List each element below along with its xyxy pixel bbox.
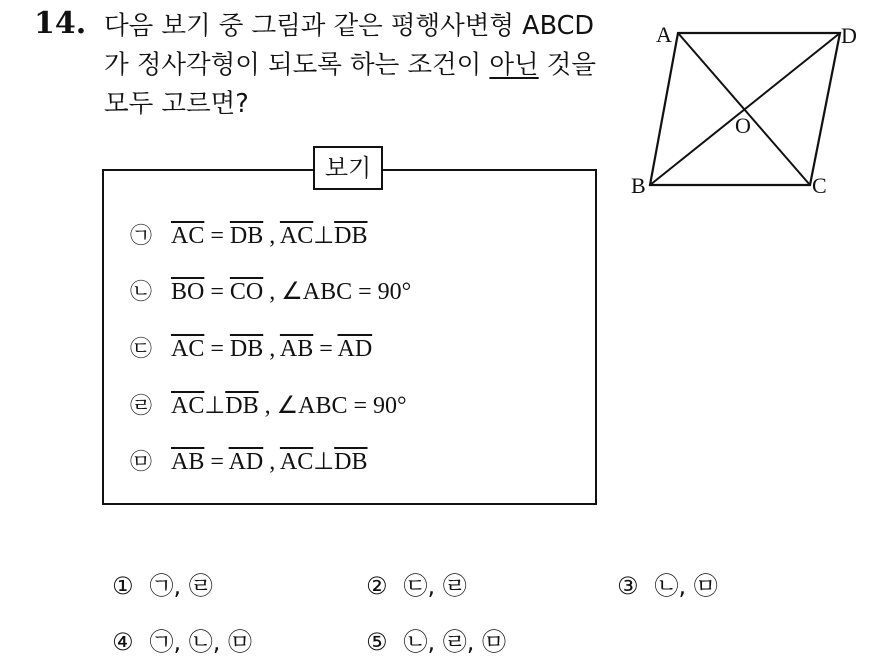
choice-5[interactable] — [366, 622, 506, 657]
choice-3[interactable] — [617, 566, 718, 601]
choice-2-text: ㉢, ㉣ — [403, 572, 467, 600]
choice-2-number: ② — [366, 572, 388, 600]
choice-1[interactable] — [112, 566, 213, 601]
relation: = — [313, 336, 338, 362]
question-number: 14. — [34, 6, 87, 41]
relation: = — [204, 223, 230, 249]
segment: $\overline{DB}$ — [334, 223, 368, 249]
separator: , — [263, 336, 280, 362]
vertex-label-b: B — [631, 173, 646, 198]
relation: ⊥ — [204, 393, 226, 419]
question-line-3: 모두 고르면? — [104, 89, 249, 119]
choice-4-text: ㉠, ㉡, ㉤ — [149, 628, 253, 656]
choice-1-number: ① — [112, 572, 134, 600]
choice-5-text: ㉡, ㉣, ㉤ — [403, 628, 507, 656]
segment: $\overline{AC}$ — [171, 393, 205, 419]
choice-1-text: ㉠, ㉣ — [149, 572, 213, 600]
segment: $\overline{AB}$ — [279, 336, 314, 362]
segment: $\overline{DB}$ — [225, 393, 259, 419]
choice-2[interactable] — [366, 566, 467, 601]
question-line-1: 다음 보기 중 그림과 같은 평행사변형 ABCD — [104, 11, 595, 41]
separator: , — [263, 449, 280, 475]
relation: = — [204, 336, 230, 362]
segment: $\overline{DB}$ — [334, 449, 368, 475]
condition-3 — [130, 333, 372, 365]
choice-5-number: ⑤ — [366, 628, 388, 656]
angle-condition: ∠ABC = 90° — [276, 393, 407, 419]
condition-4-mark: ㉣ — [130, 394, 153, 419]
segment: $\overline{BO}$ — [171, 279, 205, 305]
separator: , — [258, 393, 277, 419]
choice-3-number: ③ — [617, 572, 639, 600]
condition-1-mark: ㉠ — [130, 224, 153, 249]
relation: = — [204, 279, 230, 305]
condition-3-mark: ㉢ — [130, 337, 153, 362]
vertex-label-d: D — [841, 23, 857, 48]
segment: $\overline{CO}$ — [229, 279, 264, 305]
separator: , — [263, 223, 280, 249]
parallelogram-svg — [620, 10, 870, 200]
underlined-word: 아닌 — [489, 50, 539, 80]
parallelogram-figure — [620, 10, 870, 200]
segment: $\overline{AC}$ — [279, 223, 314, 249]
question-line-2-start: 가 정사각형이 되도록 하는 조건이 — [104, 50, 490, 80]
segment: $\overline{AD}$ — [228, 449, 264, 475]
question-line-2-end: 것을 — [538, 50, 597, 80]
examples-box-title: 보기 — [313, 146, 383, 190]
separator: , — [263, 279, 282, 305]
vertex-label-a: A — [656, 22, 672, 47]
choice-4-number: ④ — [112, 628, 134, 656]
condition-5-mark: ㉤ — [130, 450, 153, 475]
angle-condition: ∠ABC = 90° — [281, 279, 412, 305]
relation: = — [204, 449, 229, 475]
segment: $\overline{AC}$ — [171, 336, 205, 362]
relation: ⊥ — [313, 449, 335, 475]
choice-3-text: ㉡, ㉤ — [654, 572, 718, 600]
condition-2-mark: ㉡ — [130, 280, 153, 305]
segment: $\overline{AB}$ — [171, 449, 205, 475]
condition-4 — [130, 390, 407, 422]
center-label-o: O — [735, 113, 751, 138]
vertex-label-c: C — [812, 173, 827, 198]
question-text — [104, 7, 624, 124]
choice-4[interactable] — [112, 622, 252, 657]
question-line-2 — [104, 46, 624, 85]
segment: $\overline{AC}$ — [279, 449, 314, 475]
condition-2 — [130, 276, 411, 308]
segment: $\overline{AD}$ — [337, 336, 373, 362]
segment: $\overline{DB}$ — [229, 336, 264, 362]
segment: $\overline{AC}$ — [171, 223, 205, 249]
segment: $\overline{DB}$ — [229, 223, 264, 249]
condition-1 — [130, 220, 368, 252]
relation: ⊥ — [313, 223, 335, 249]
diagonal-bd — [650, 33, 840, 185]
condition-5 — [130, 446, 368, 478]
